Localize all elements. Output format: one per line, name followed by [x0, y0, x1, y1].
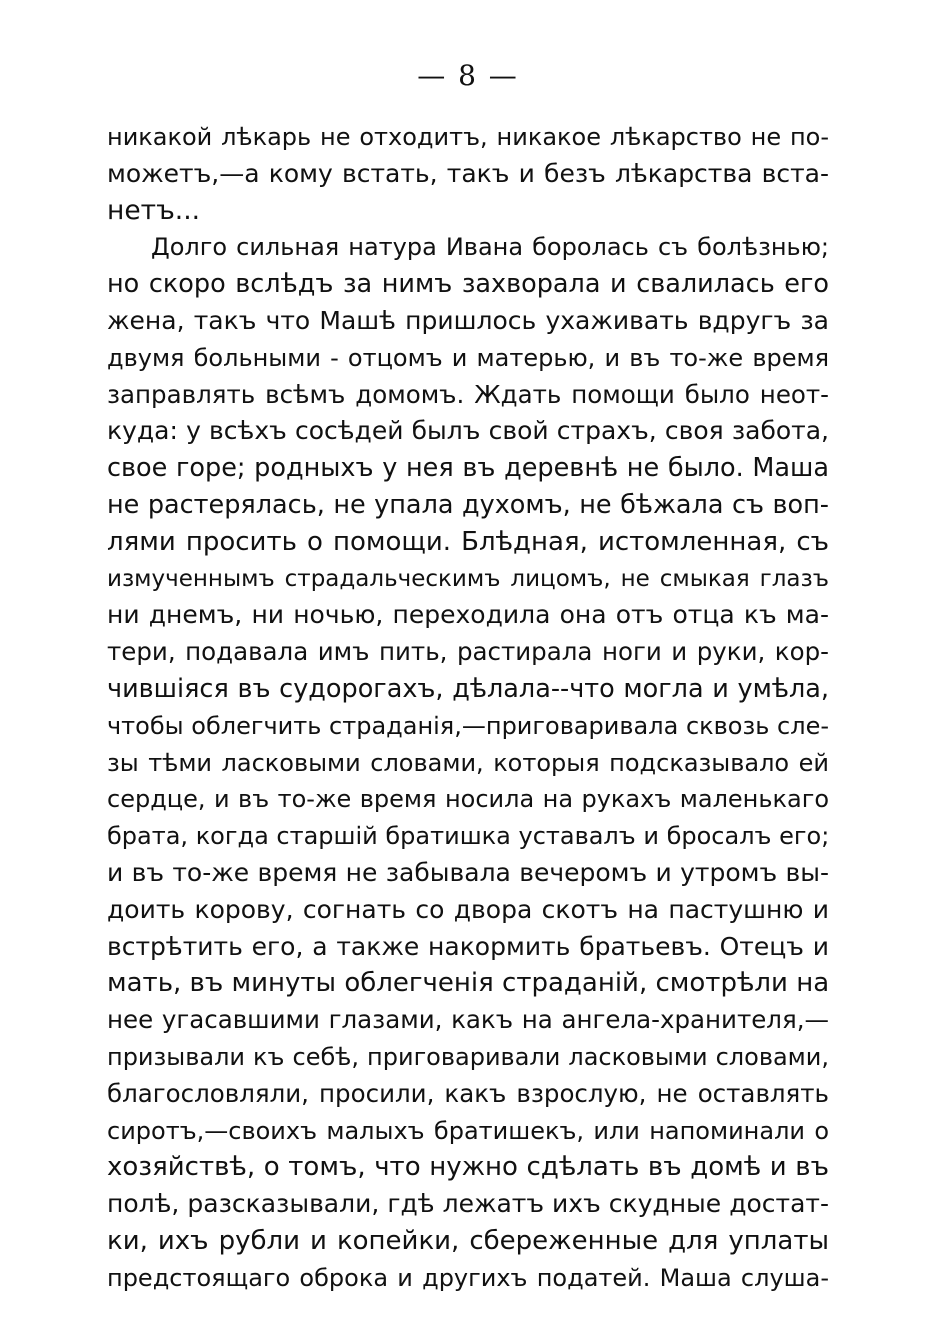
text-line: и въ то-же время не забывала вечеромъ и утромъ вы-: [107, 857, 829, 887]
text-line: благословляли, просили, какъ взрослую, не оставлять: [107, 1078, 829, 1108]
text-line: мать, въ минуты облегченія страданій, смотрѣли на: [107, 968, 829, 999]
text-line: двумя больными - отцомъ и матерью, и въ то-же время: [107, 343, 829, 372]
text-line: лями просить о помощи. Блѣдная, истомленная, съ: [107, 526, 829, 557]
text-line: предстоящаго оброка и другихъ податей. Маша слуша-: [107, 1263, 829, 1292]
text-line: нее угасавшими глазами, какъ на ангела-хранителя,—: [107, 1005, 829, 1035]
text-line: доить корову, согнать со двора скотъ на пастушню и: [107, 894, 829, 924]
text-line: нетъ...: [107, 194, 201, 226]
body-text: [107, 119, 829, 1297]
text-line: измученнымъ страдальческимъ лицомъ, не смыкая глазъ: [107, 565, 829, 592]
text-line: но скоро вслѣдъ за нимъ захворала и свалилась его: [107, 269, 829, 300]
text-line: свое горе; родныхъ у нея въ деревнѣ не было. Маша: [107, 453, 829, 484]
text-line: хозяйствѣ, о томъ, что нужно сдѣлать въ домѣ и въ: [107, 1152, 829, 1183]
text-line: встрѣтить его, а также накормить братьевъ. Отецъ и: [107, 931, 829, 961]
text-line: можетъ,—а кому встать, такъ и безъ лѣкарства вста-: [107, 158, 829, 188]
text-line: тери, подавала имъ пить, растирала ноги и руки, кор-: [107, 637, 829, 667]
text-line: никакой лѣкарь не отходитъ, никакое лѣкарство не по-: [107, 123, 829, 151]
text-line: куда: у всѣхъ сосѣдей былъ свой страхъ, своя забота,: [107, 416, 829, 446]
text-line: полѣ, разсказывали, гдѣ лежатъ ихъ скудные достат-: [107, 1189, 829, 1219]
text-line: призывали къ себѣ, приговаривали ласковыми словами,: [107, 1042, 829, 1071]
text-line: не растерялась, не упала духомъ, не бѣжала съ воп-: [107, 489, 829, 520]
text-line: брата, когда старшій братишка уставалъ и бросалъ его;: [107, 822, 829, 851]
text-line: зы тѣми ласковыми словами, которыя подсказывало ей: [107, 748, 829, 777]
text-line: заправлять всѣмъ домомъ. Ждать помощи было неот-: [107, 379, 829, 409]
text-line: жена, такъ что Машѣ пришлось ухаживать вдругъ за: [107, 305, 829, 335]
text-line: ки, ихъ рубли и копейки, сбереженные для уплаты: [107, 1225, 829, 1256]
text-line: сиротъ,—своихъ малыхъ братишекъ, или напоминали о: [107, 1116, 829, 1145]
text-line: Долго сильная натура Ивана боролась съ болѣзнью;: [151, 233, 829, 262]
page-number: — 8 —: [417, 59, 519, 92]
text-line: ни днемъ, ни ночью, переходила она отъ отца къ ма-: [107, 600, 829, 630]
text-line: чтобы облегчить страданія,—приговаривала сквозь сле-: [107, 711, 829, 740]
text-line: сердце, и въ то-же время носила на рукахъ маленькаго: [107, 785, 829, 814]
text-line: чившіяся въ судорогахъ, дѣлала--что могла и умѣла,: [107, 673, 829, 704]
